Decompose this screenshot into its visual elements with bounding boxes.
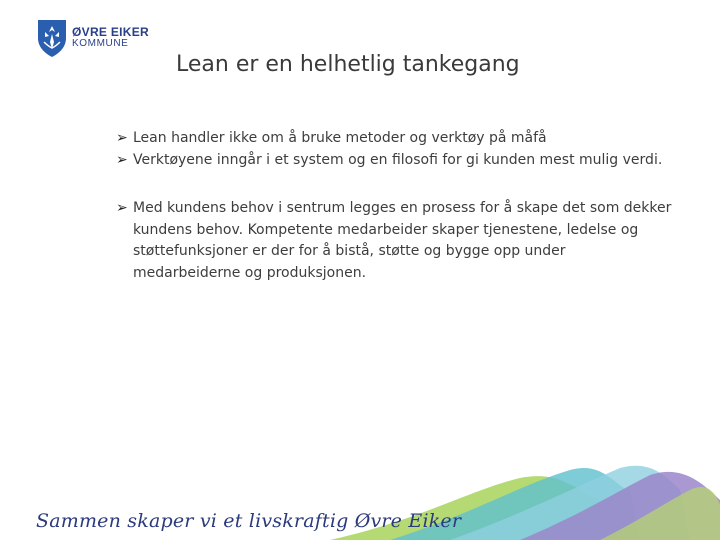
arrowhead-bullet-icon: ➢ (116, 200, 128, 216)
arrowhead-bullet-icon: ➢ (116, 130, 128, 146)
logo-subtitle: KOMMUNE (72, 38, 129, 49)
bullet-text: Lean handler ikke om å bruke metoder og verktøy på måfå (133, 130, 547, 146)
slogan: Sammen skaper vi et livskraftig Øvre Eiker (36, 510, 462, 532)
bullet-item (116, 198, 676, 284)
bullet-item (116, 128, 676, 150)
bullet-item (116, 150, 676, 172)
municipality-logo (36, 18, 149, 58)
bullet-list (116, 128, 676, 284)
crest-shield-icon (36, 18, 68, 58)
bullet-text: Med kundens behov i sentrum legges en prosess for å skape det som dekker kundens behov. Kompetente medarbeider skaper tjenestene, ledelse og støttefunksjoner er der for å bistå, støtte og bygge opp under medarbeiderne og produksjonen. (133, 200, 672, 281)
slide-title: Lean er en helhetlig tankegang (176, 52, 520, 77)
logo-name: ØVRE EIKER (72, 25, 150, 39)
arrowhead-bullet-icon: ➢ (116, 151, 128, 168)
bullet-text: Verktøyene inngår i et system og en filosofi for gi kunden mest mulig verdi. (133, 151, 663, 168)
